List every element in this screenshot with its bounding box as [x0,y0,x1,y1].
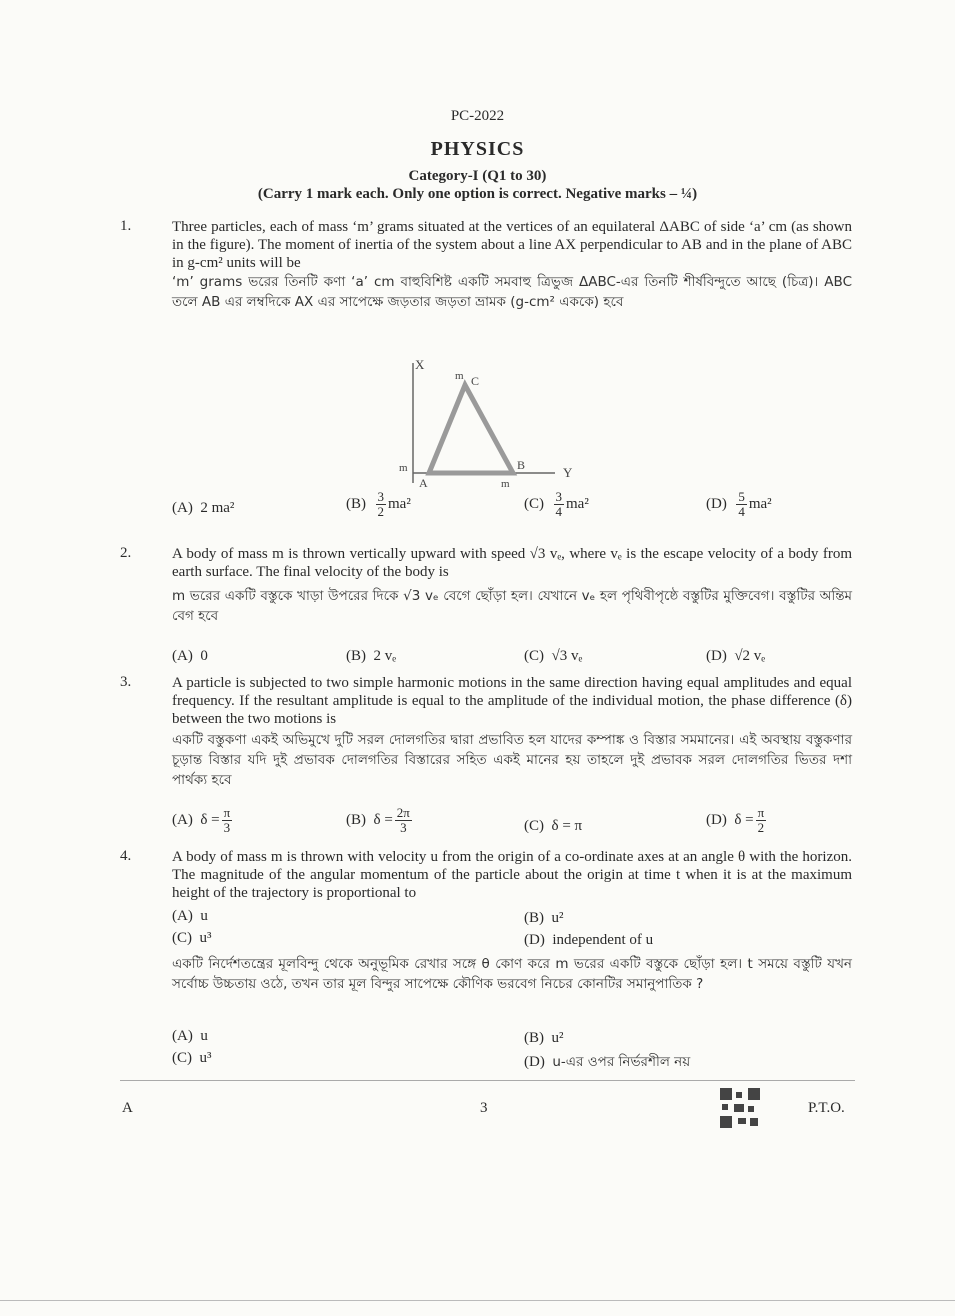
question-number: 4. [120,848,132,864]
label-c: C [471,374,480,388]
question-4-text-bn: একটি নির্দেশতন্ত্রের মূলবিন্দু থেকে অনুভূমিক রেখার সঙ্গে θ কোণ করে m ভরের একটি বস্তুকে ছোঁড়া হল। t সময়ে বস্তুটি যখন সর্বোচ্চ উচ্চতায় ওঠে, তখন তার মূল বিন্দুর সাপেক্ষে কৌণিক ভরবেগ নিচের কোনটির সমানুপাতিক ? [172,956,852,992]
pto-label: P.T.O. [808,1100,845,1116]
question-4-text-en: A body of mass m is thrown with velocity u from the origin of a co-ordinate axes at an angle θ with the horizon. The magnitude of the angular momentum of the particle about the origin at time t when it is at the maximum height of the trajectory is proportional to [172,849,852,901]
option-d[interactable]: (D) $\frac{5}{4}$ ma² [706,489,772,519]
question-1-text-en: Three particles, each of mass ‘m’ grams situated at the vertices of an equilateral ΔABC of side ‘a’ cm (as shown in the figure). The moment of inertia of the system about a line AX perpendicular to AB and in the plane of ABC in g-cm² units will be [172,219,852,271]
question-1-text-bn: ‘m’ grams ভরের তিনটি কণা ‘a’ cm বাহুবিশিষ্ট একটি সমবাহু ত্রিভুজ ΔABC-এর তিনটি শীর্ষবিন্দুতে আছে (চিত্র)। ABC তলে AB এর লম্বদিকে AX এর সাপেক্ষে জড়তার জড়তা ভ্রামক (g-cm² এককে) হবে [172,274,852,310]
option-c-bn[interactable]: (C) u³ [172,1050,212,1066]
option-a[interactable]: (A) 0 [172,648,208,664]
question-2-text-bn: m ভরের একটি বস্তুকে খাড়া উপরের দিকে √3 vₑ বেগে ছোঁড়া হল। যেখানে vₑ হল পৃথিবীপৃষ্ঠে বস্তুটির মুক্তিবেগ। বস্তুটির অন্তিম বেগ হবে [172,588,852,624]
option-a[interactable]: (A) u [172,908,208,924]
option-b[interactable]: (B) 2 vₑ [346,648,397,664]
option-b[interactable]: (B) δ = $\frac{2\pi}{3}$ [346,805,410,835]
marking-instructions: (Carry 1 mark each. Only one option is correct. Negative marks – ¼) [257,186,698,202]
mass-b: m [501,478,510,490]
question-number: 2. [120,545,132,561]
qr-code-icon [720,1088,760,1128]
option-b[interactable]: (B) u² [524,910,564,926]
footer-divider [120,1080,855,1081]
triangle-figure [395,355,585,495]
option-a[interactable]: (A) 2 ma² [172,500,235,516]
option-d[interactable]: (D) δ = $\frac{\pi}{2}$ [706,805,765,835]
question-number: 3. [120,674,132,690]
label-a: A [419,476,428,490]
option-c[interactable]: (C) δ = π [524,818,583,834]
option-b[interactable]: (B) $\frac{3}{2}$ ma² [346,489,411,519]
label-y: Y [563,465,573,480]
question-3-text-en: A particle is subjected to two simple harmonic motions in the same direction having equal amplitudes and equal frequency. If the resultant amplitude is equal to the amplitude of the individual motion, the phase difference (δ) between the two motions is [172,675,852,727]
label-b: B [517,458,526,472]
option-d[interactable]: (D) independent of u [524,932,654,948]
mass-a: m [399,462,408,474]
question-number: 1. [120,218,132,234]
option-c[interactable]: (C) u³ [172,930,212,946]
question-2-text-en: A body of mass m is thrown vertically upward with speed √3 vₑ, where vₑ is the escape velocity of a body from earth surface. The final velocity of the body is [172,546,852,580]
paper-code: PC-2022 [450,108,505,124]
equilateral-triangle [429,385,513,473]
set-label: A [122,1100,133,1116]
category-heading: Category-I (Q1 to 30) [408,168,547,184]
option-d-bn[interactable]: (D) u-এর ওপর নির্ভরশীল নয় [524,1054,691,1070]
page-bottom-edge [0,1300,955,1301]
option-c[interactable]: (C) $\frac{3}{4}$ ma² [524,489,589,519]
mass-c: m [455,370,464,382]
question-3-text-bn: একটি বস্তুকণা একই অভিমুখে দুটি সরল দোলগতির দ্বারা প্রভাবিত হল যাদের কম্পাঙ্ক ও বিস্তার সমমানের। এই অবস্থায় বস্তুকণার চূড়ান্ত বিস্তার যদি দুই প্রভাবক দোলগতির বিস্তারের সহিত একই মানের হয় তাহলে দুই প্রভাবক সরল দোলগতির ভিতর দশা পার্থক্য হবে [172,732,852,788]
label-x: X [415,357,425,372]
option-a[interactable]: (A) δ = $\frac{\pi}{3}$ [172,805,231,835]
option-b-bn[interactable]: (B) u² [524,1030,564,1046]
option-d[interactable]: (D) √2 vₑ [706,648,766,664]
page-title: PHYSICS [430,138,525,160]
option-c[interactable]: (C) √3 vₑ [524,648,583,664]
option-a-bn[interactable]: (A) u [172,1028,208,1044]
page-number: 3 [480,1100,488,1116]
